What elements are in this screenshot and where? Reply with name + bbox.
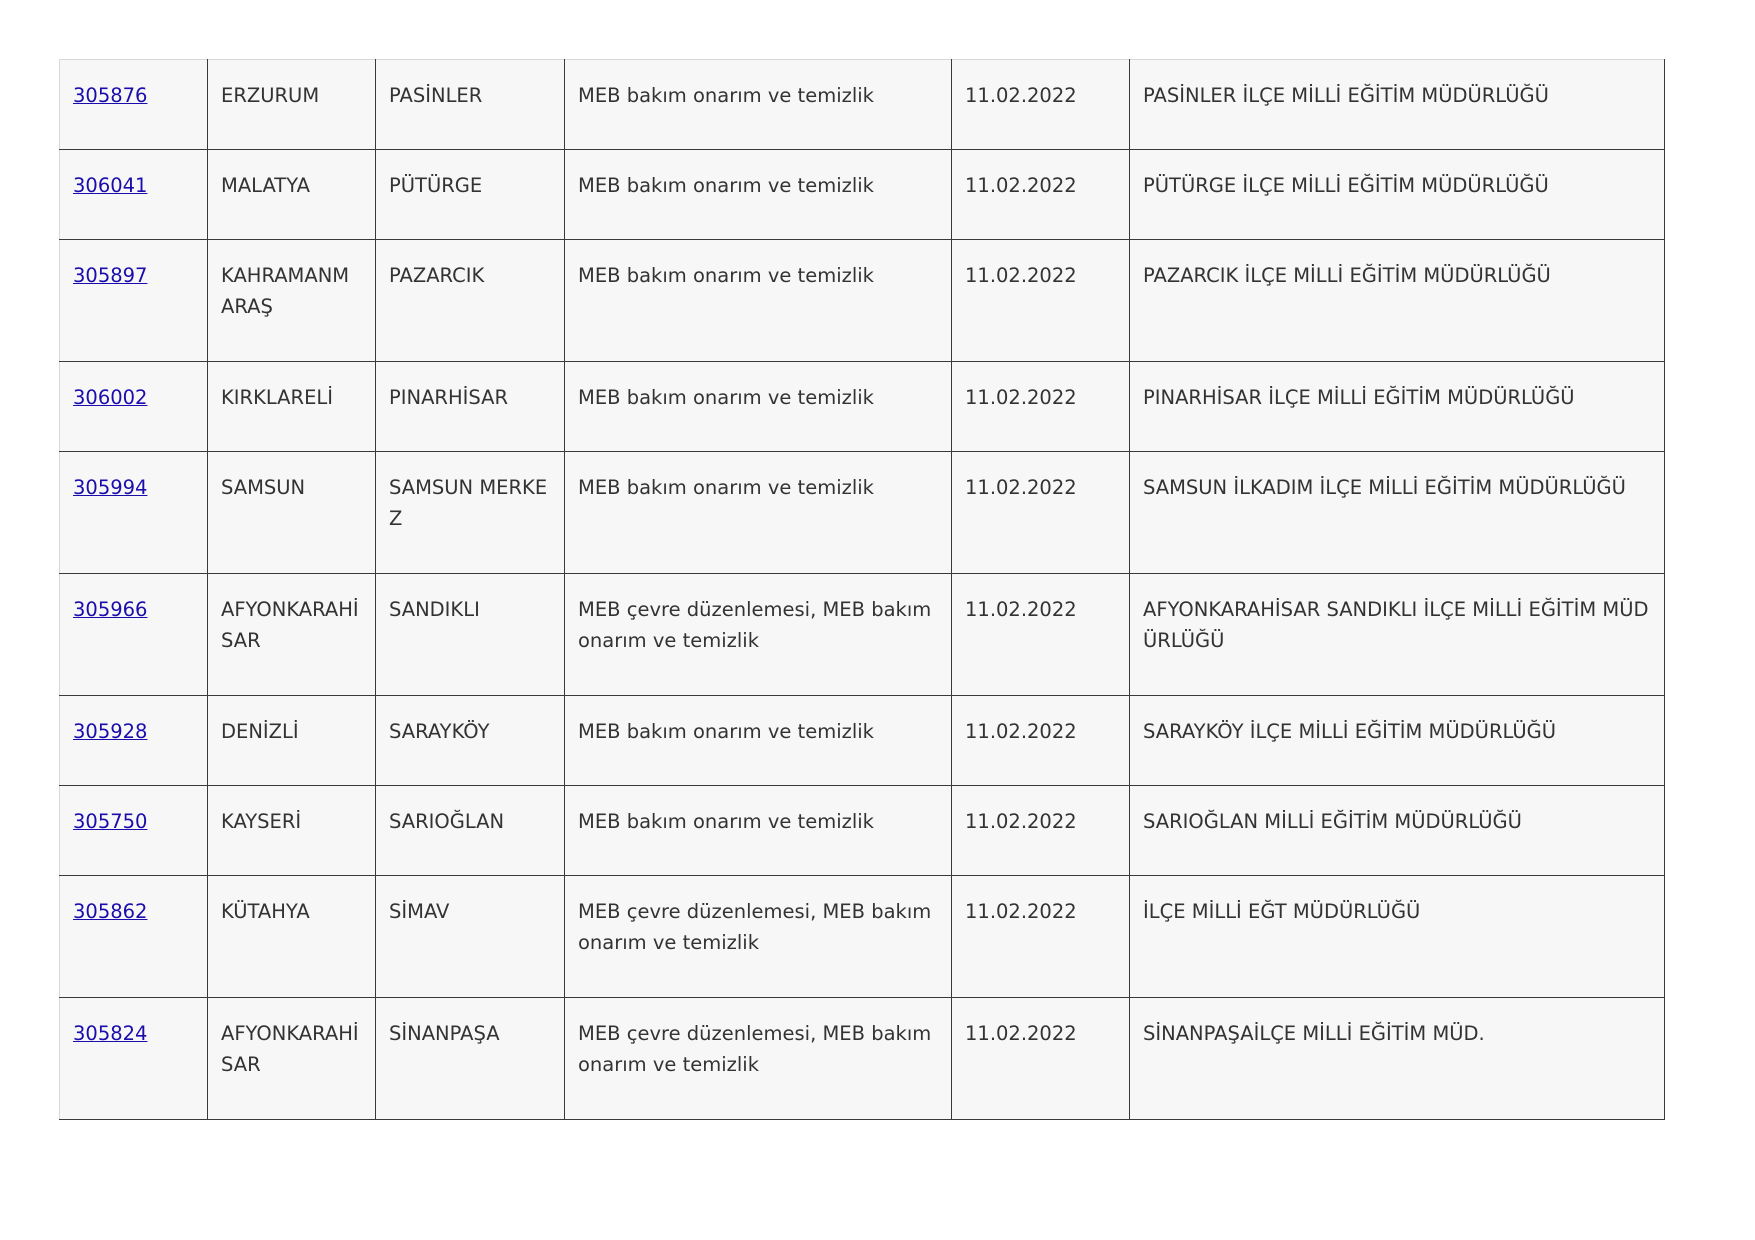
province-cell: AFYONKARAHİSAR [208, 998, 376, 1120]
table-row [60, 240, 1665, 362]
id-cell [60, 240, 208, 362]
id-cell [60, 998, 208, 1120]
id-cell [60, 786, 208, 876]
records-table [59, 59, 1665, 1120]
table-row [60, 786, 1665, 876]
id-cell [60, 150, 208, 240]
category-cell: MEB bakım onarım ve temizlik [565, 150, 952, 240]
district-cell: PINARHİSAR [376, 362, 565, 452]
district-cell: PAZARCIK [376, 240, 565, 362]
table-row [60, 150, 1665, 240]
table-row [60, 696, 1665, 786]
id-cell [60, 452, 208, 574]
category-cell: MEB bakım onarım ve temizlik [565, 452, 952, 574]
document-page [59, 59, 1665, 1120]
category-cell: MEB bakım onarım ve temizlik [565, 696, 952, 786]
institution-cell: İLÇE MİLLİ EĞT MÜDÜRLÜĞÜ [1130, 876, 1665, 998]
table-row [60, 574, 1665, 696]
province-cell: AFYONKARAHİSAR [208, 574, 376, 696]
category-cell: MEB bakım onarım ve temizlik [565, 362, 952, 452]
category-cell: MEB çevre düzenlemesi, MEB bakım onarım ve temizlik [565, 876, 952, 998]
record-id-link[interactable]: 305966 [73, 598, 148, 621]
date-cell: 11.02.2022 [952, 60, 1130, 150]
category-cell: MEB çevre düzenlemesi, MEB bakım onarım ve temizlik [565, 574, 952, 696]
date-cell: 11.02.2022 [952, 876, 1130, 998]
record-id-link[interactable]: 305824 [73, 1022, 148, 1045]
date-cell: 11.02.2022 [952, 998, 1130, 1120]
category-cell: MEB bakım onarım ve temizlik [565, 786, 952, 876]
category-cell: MEB bakım onarım ve temizlik [565, 60, 952, 150]
category-cell: MEB çevre düzenlemesi, MEB bakım onarım ve temizlik [565, 998, 952, 1120]
date-cell: 11.02.2022 [952, 452, 1130, 574]
date-cell: 11.02.2022 [952, 362, 1130, 452]
date-cell: 11.02.2022 [952, 574, 1130, 696]
record-id-link[interactable]: 305750 [73, 810, 148, 833]
id-cell [60, 574, 208, 696]
record-id-link[interactable]: 306002 [73, 386, 148, 409]
institution-cell: AFYONKARAHİSAR SANDIKLI İLÇE MİLLİ EĞİTİM MÜDÜRLÜĞÜ [1130, 574, 1665, 696]
province-cell: ERZURUM [208, 60, 376, 150]
province-cell: KAYSERİ [208, 786, 376, 876]
province-cell: KIRKLARELİ [208, 362, 376, 452]
table-row [60, 362, 1665, 452]
province-cell: KAHRAMANMARAŞ [208, 240, 376, 362]
record-id-link[interactable]: 306041 [73, 174, 148, 197]
district-cell: PÜTÜRGE [376, 150, 565, 240]
district-cell: SARAYKÖY [376, 696, 565, 786]
institution-cell: SARAYKÖY İLÇE MİLLİ EĞİTİM MÜDÜRLÜĞÜ [1130, 696, 1665, 786]
record-id-link[interactable]: 305862 [73, 900, 148, 923]
date-cell: 11.02.2022 [952, 696, 1130, 786]
record-id-link[interactable]: 305994 [73, 476, 148, 499]
record-id-link[interactable]: 305928 [73, 720, 148, 743]
table-row [60, 60, 1665, 150]
record-id-link[interactable]: 305876 [73, 84, 148, 107]
district-cell: SİNANPAŞA [376, 998, 565, 1120]
district-cell: SAMSUN MERKEZ [376, 452, 565, 574]
institution-cell: PINARHİSAR İLÇE MİLLİ EĞİTİM MÜDÜRLÜĞÜ [1130, 362, 1665, 452]
table-row [60, 452, 1665, 574]
province-cell: MALATYA [208, 150, 376, 240]
institution-cell: SİNANPAŞAİLÇE MİLLİ EĞİTİM MÜD. [1130, 998, 1665, 1120]
district-cell: SARIOĞLAN [376, 786, 565, 876]
id-cell [60, 362, 208, 452]
institution-cell: PÜTÜRGE İLÇE MİLLİ EĞİTİM MÜDÜRLÜĞÜ [1130, 150, 1665, 240]
date-cell: 11.02.2022 [952, 786, 1130, 876]
province-cell: SAMSUN [208, 452, 376, 574]
institution-cell: SARIOĞLAN MİLLİ EĞİTİM MÜDÜRLÜĞÜ [1130, 786, 1665, 876]
district-cell: SANDIKLI [376, 574, 565, 696]
id-cell [60, 696, 208, 786]
id-cell [60, 60, 208, 150]
table-row [60, 998, 1665, 1120]
id-cell [60, 876, 208, 998]
date-cell: 11.02.2022 [952, 150, 1130, 240]
category-cell: MEB bakım onarım ve temizlik [565, 240, 952, 362]
district-cell: PASİNLER [376, 60, 565, 150]
institution-cell: PASİNLER İLÇE MİLLİ EĞİTİM MÜDÜRLÜĞÜ [1130, 60, 1665, 150]
province-cell: DENİZLİ [208, 696, 376, 786]
table-row [60, 876, 1665, 998]
record-id-link[interactable]: 305897 [73, 264, 148, 287]
province-cell: KÜTAHYA [208, 876, 376, 998]
institution-cell: SAMSUN İLKADIM İLÇE MİLLİ EĞİTİM MÜDÜRLÜĞÜ [1130, 452, 1665, 574]
district-cell: SİMAV [376, 876, 565, 998]
institution-cell: PAZARCIK İLÇE MİLLİ EĞİTİM MÜDÜRLÜĞÜ [1130, 240, 1665, 362]
date-cell: 11.02.2022 [952, 240, 1130, 362]
